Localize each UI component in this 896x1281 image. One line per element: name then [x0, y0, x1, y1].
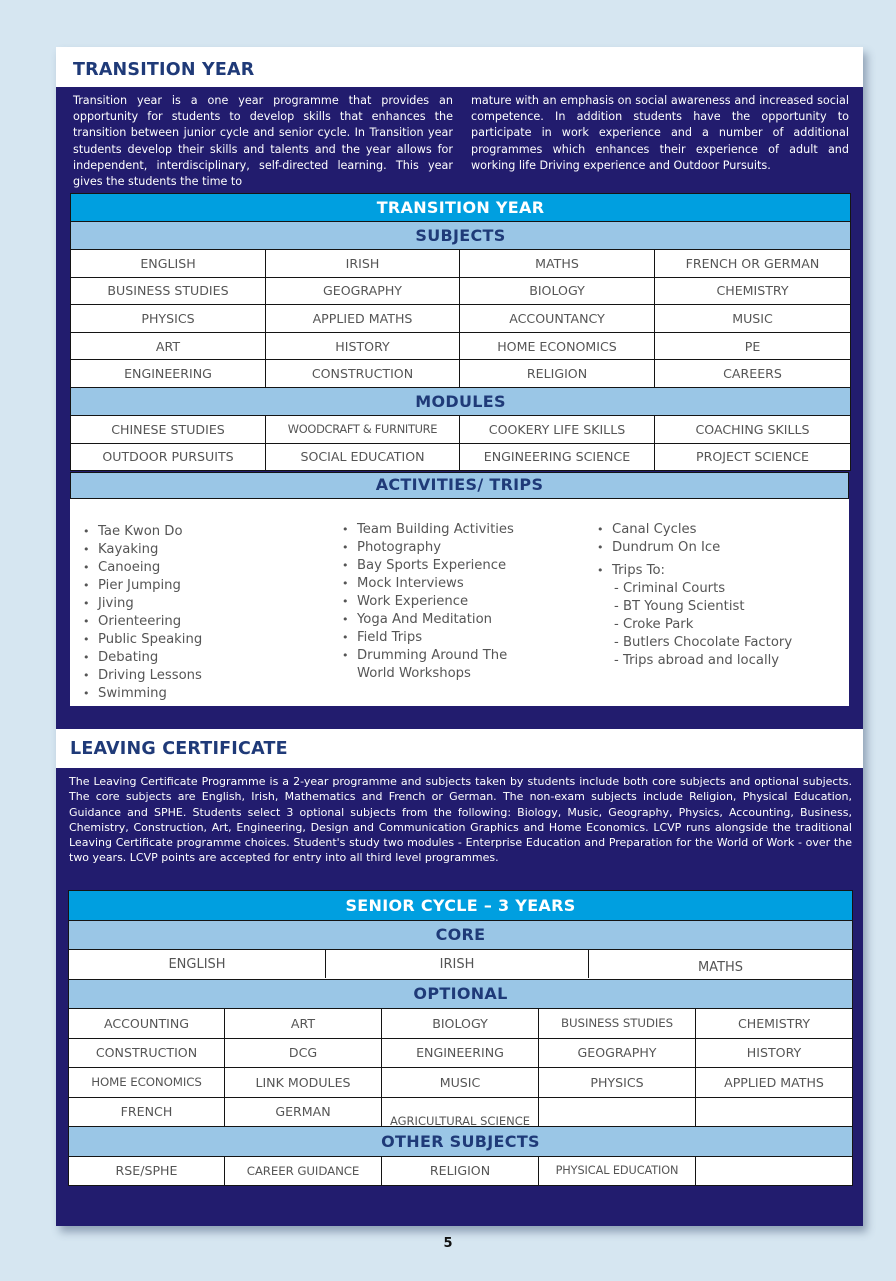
optional-cell: BUSINESS STUDIES	[539, 1009, 696, 1039]
list-item: • Driving Lessons	[82, 667, 202, 685]
optional-cell: GEOGRAPHY	[539, 1038, 696, 1068]
optional-row	[69, 1038, 853, 1068]
optional-cell: HOME ECONOMICS	[69, 1068, 225, 1098]
list-item: • Team Building Activities	[341, 521, 514, 539]
subject-cell: ACCOUNTANCY	[460, 305, 655, 333]
module-cell: CHINESE STUDIES	[71, 415, 266, 443]
leaving-certificate-title-bar	[56, 729, 863, 768]
optional-cell: PHYSICS	[539, 1068, 696, 1098]
list-item: • Dundrum On Ice	[596, 539, 792, 557]
subjects-row	[71, 305, 851, 333]
subjects-row	[71, 360, 851, 388]
list-item-continuation: World Workshops	[357, 666, 471, 681]
optional-cell: APPLIED MATHS	[696, 1068, 853, 1098]
subject-cell: APPLIED MATHS	[266, 305, 460, 333]
optional-cell: ACCOUNTING	[69, 1009, 225, 1039]
subjects-row	[71, 277, 851, 305]
subjects-row	[71, 250, 851, 278]
other-subject-cell: PHYSICAL EDUCATION	[539, 1156, 696, 1186]
subject-cell: MUSIC	[655, 305, 851, 333]
optional-cell: MUSIC	[382, 1068, 539, 1098]
transition-year-table-title: TRANSITION YEAR	[71, 194, 851, 222]
module-cell: COOKERY LIFE SKILLS	[460, 415, 655, 443]
module-cell: PROJECT SCIENCE	[655, 443, 851, 471]
modules-row	[71, 443, 851, 471]
list-item: • Canal Cycles	[596, 521, 792, 539]
transition-year-title: TRANSITION YEAR	[73, 60, 255, 80]
core-cell: IRISH	[326, 950, 589, 978]
subject-cell: PHYSICS	[71, 305, 266, 333]
subject-cell: GEOGRAPHY	[266, 277, 460, 305]
optional-row	[69, 1097, 853, 1127]
subject-cell: HOME ECONOMICS	[460, 332, 655, 360]
subject-cell: HISTORY	[266, 332, 460, 360]
list-item: • Work Experience	[341, 593, 514, 611]
transition-year-intro-right: mature with an emphasis on social awareness and increased social competence. In addition students have the opportunity to participate in work experience and a number of additional programmes which enhances their experience of adult and working life Driving experience and Outdoor Pursuits.	[471, 94, 849, 172]
transition-year-title-bar	[56, 47, 863, 87]
list-item: • Trips To:	[596, 562, 792, 580]
subjects-heading: SUBJECTS	[71, 222, 851, 250]
list-item: • Orienteering	[82, 613, 202, 631]
modules-row	[71, 415, 851, 443]
subject-cell: FRENCH OR GERMAN	[655, 250, 851, 278]
list-item: • Swimming	[82, 685, 202, 703]
optional-cell: CHEMISTRY	[696, 1009, 853, 1039]
module-cell: OUTDOOR PURSUITS	[71, 443, 266, 471]
subject-cell: PE	[655, 332, 851, 360]
optional-cell: ENGINEERING	[382, 1038, 539, 1068]
subject-cell: BUSINESS STUDIES	[71, 277, 266, 305]
trip-item: - Criminal Courts	[614, 581, 726, 596]
transition-year-table	[70, 193, 851, 471]
optional-cell: CONSTRUCTION	[69, 1038, 225, 1068]
list-item: • Yoga And Meditation	[341, 611, 514, 629]
optional-cell-empty	[539, 1097, 696, 1127]
subject-cell: RELIGION	[460, 360, 655, 388]
optional-row	[69, 1009, 853, 1039]
optional-cell: FRENCH	[69, 1097, 225, 1127]
other-subject-cell: RSE/SPHE	[69, 1156, 225, 1186]
trip-item: - Croke Park	[614, 617, 694, 632]
page-number: 5	[443, 1236, 453, 1251]
subject-cell: ENGINEERING	[71, 360, 266, 388]
other-subject-cell: CAREER GUIDANCE	[225, 1156, 382, 1186]
activities-heading: ACTIVITIES/ TRIPS	[70, 472, 849, 499]
trip-item: - BT Young Scientist	[614, 599, 745, 614]
list-item: • Photography	[341, 539, 514, 557]
list-item: • Mock Interviews	[341, 575, 514, 593]
list-item: • Field Trips	[341, 629, 514, 647]
list-item: • Canoeing	[82, 559, 202, 577]
modules-heading: MODULES	[71, 387, 851, 415]
list-item: • Pier Jumping	[82, 577, 202, 595]
subject-cell: CAREERS	[655, 360, 851, 388]
module-cell: WOODCRAFT & FURNITURE	[266, 415, 460, 443]
core-row	[69, 950, 853, 980]
other-subject-cell-empty	[696, 1156, 853, 1186]
optional-heading: OPTIONAL	[69, 979, 853, 1009]
optional-cell: LINK MODULES	[225, 1068, 382, 1098]
subject-cell: ART	[71, 332, 266, 360]
list-item: • Drumming Around The	[341, 647, 514, 665]
trip-item: - Trips abroad and locally	[614, 653, 780, 668]
other-subject-cell: RELIGION	[382, 1156, 539, 1186]
senior-cycle-table	[68, 890, 853, 1186]
module-cell: COACHING SKILLS	[655, 415, 851, 443]
subjects-row	[71, 332, 851, 360]
subject-cell: BIOLOGY	[460, 277, 655, 305]
core-cell: MATHS	[697, 960, 744, 976]
other-subjects-heading: OTHER SUBJECTS	[69, 1127, 853, 1157]
core-cell: ENGLISH	[69, 950, 326, 978]
optional-cell-empty	[696, 1097, 853, 1127]
other-subjects-row	[69, 1156, 853, 1186]
activities-panel	[70, 499, 849, 706]
optional-cell: ART	[225, 1009, 382, 1039]
subject-cell: CHEMISTRY	[655, 277, 851, 305]
optional-cell: DCG	[225, 1038, 382, 1068]
list-item: • Kayaking	[82, 541, 202, 559]
optional-cell: HISTORY	[696, 1038, 853, 1068]
optional-cell: BIOLOGY	[382, 1009, 539, 1039]
trip-item: - Butlers Chocolate Factory	[614, 635, 793, 650]
subject-cell: IRISH	[266, 250, 460, 278]
subject-cell: ENGLISH	[71, 250, 266, 278]
list-item: • Bay Sports Experience	[341, 557, 514, 575]
module-cell: SOCIAL EDUCATION	[266, 443, 460, 471]
optional-cell: GERMAN	[225, 1097, 382, 1127]
module-cell: ENGINEERING SCIENCE	[460, 443, 655, 471]
subject-cell: MATHS	[460, 250, 655, 278]
senior-cycle-table-title: SENIOR CYCLE – 3 YEARS	[69, 891, 853, 921]
brochure-page	[56, 47, 863, 1226]
leaving-certificate-intro: The Leaving Certificate Programme is a 2-year programme and subjects taken by students include both core subjects and optional subjects. The core subjects are English, Irish, Mathematics and French or German. The non-exam subjects include Religion, Physical Education, Guidance and SPHE. Students select 3 optional subjects from the following: Biology, Music, Geography, Physics, Accounting, Business, Chemistry, Construction, Art, Engineering, Design and Communication Graphics and Home Economics. LCVP runs alongside the traditional Leaving Certificate programme choices. Student's study two modules - Enterprise Education and Preparation for the World of Work - over the two years. LCVP points are accepted for entry into all third level programmes.	[69, 775, 852, 865]
list-item: • Jiving	[82, 595, 202, 613]
transition-year-intro-left: Transition year is a one year programme that provides an opportunity for students to develop skills that enhances the transition between junior cycle and senior cycle. In Transition year students develop their skills and talents and the year allows for independent, interdisciplinary, self-directed learning. This year gives the students the time to	[73, 94, 453, 189]
activities-column-3	[596, 521, 792, 670]
activities-column-2	[341, 521, 514, 683]
list-item: • Debating	[82, 649, 202, 667]
activities-column-1	[82, 523, 202, 703]
leaving-certificate-title: LEAVING CERTIFICATE	[70, 739, 288, 759]
optional-row	[69, 1068, 853, 1098]
list-item: • Tae Kwon Do	[82, 523, 202, 541]
core-heading: CORE	[69, 920, 853, 950]
optional-cell: AGRICULTURAL SCIENCE	[382, 1097, 539, 1127]
subject-cell: CONSTRUCTION	[266, 360, 460, 388]
list-item: • Public Speaking	[82, 631, 202, 649]
